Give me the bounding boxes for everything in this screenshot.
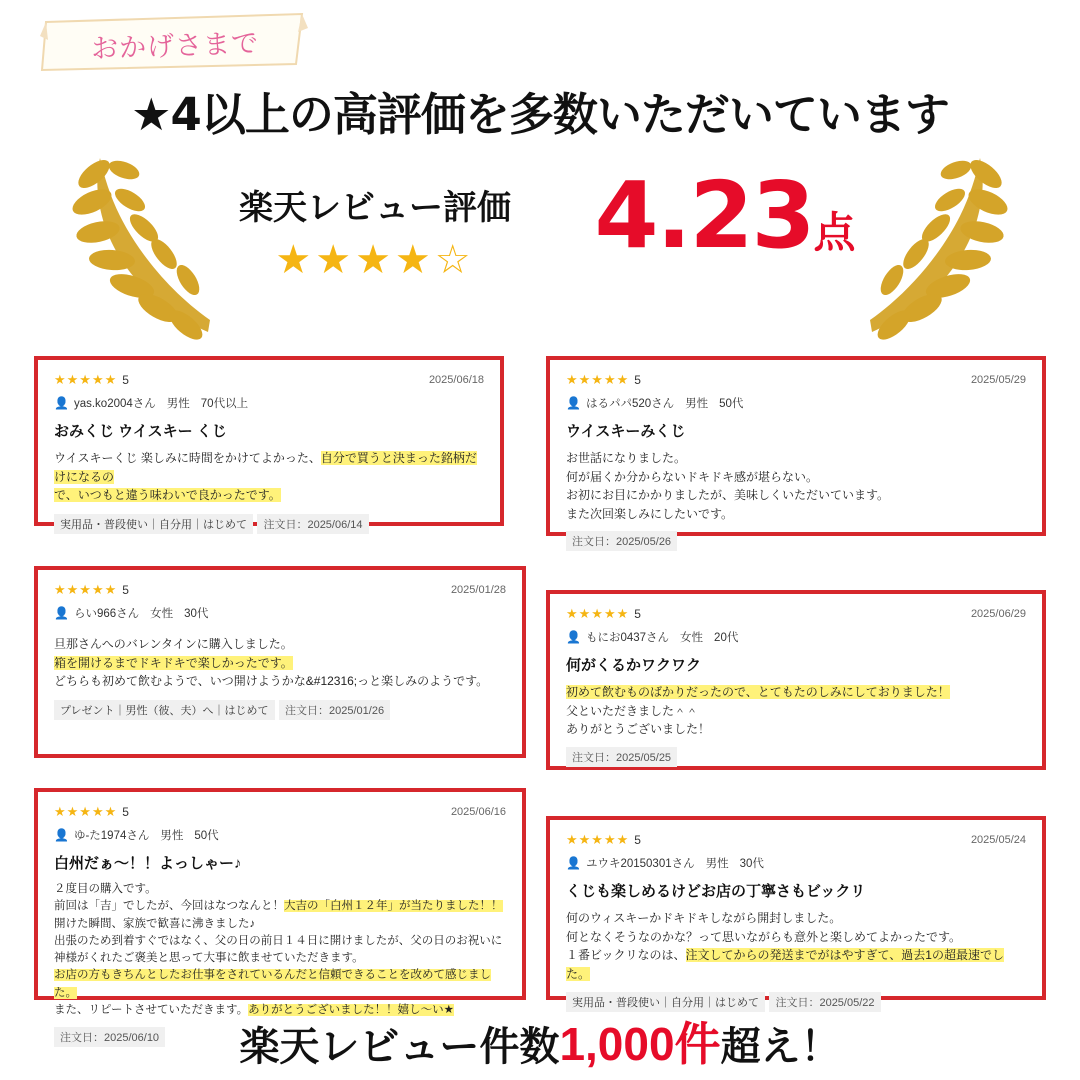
review-body-line: 何が届くか分からないドキドキ感が堪らない。 bbox=[566, 469, 819, 484]
review-title: おみくじ ウイスキー くじ bbox=[54, 423, 227, 440]
review-stars-glyphs: ★★★★★ bbox=[54, 582, 118, 597]
review-date: 2025/05/29 bbox=[970, 374, 1026, 386]
review-body-line: 旦那さんへのバレンタインに購入しました。 bbox=[54, 637, 293, 651]
review-rating-value: 5 bbox=[122, 583, 130, 597]
review-tags: プレゼント｜男性（彼、夫）へ｜はじめて bbox=[54, 700, 275, 720]
review-date: 2025/05/24 bbox=[970, 834, 1026, 846]
review-user-gender: 男性 bbox=[160, 830, 184, 842]
review-stars-glyphs: ★★★★★ bbox=[566, 606, 630, 621]
review-stars bbox=[566, 372, 642, 388]
review-user-name: もにお0437さん bbox=[585, 632, 670, 644]
rakuten-review-label: 楽天レビュー評価 bbox=[239, 189, 511, 227]
person-icon: 👤 bbox=[54, 396, 69, 410]
person-icon: 👤 bbox=[54, 828, 69, 842]
review-body-line: 開けた瞬間、家族で歓喜に沸きました♪ bbox=[54, 917, 256, 930]
review-body-line: ２度目の購入です。 bbox=[54, 883, 157, 895]
review-header bbox=[54, 372, 484, 388]
rating-stars bbox=[185, 240, 565, 280]
score-number: 4.23 bbox=[594, 162, 814, 269]
review-body bbox=[54, 449, 484, 505]
person-icon: 👤 bbox=[54, 606, 69, 620]
review-user-gender: 男性 bbox=[685, 398, 709, 410]
review-user bbox=[566, 395, 1026, 411]
review-card bbox=[34, 356, 504, 531]
footer-suffix: 超え！ bbox=[720, 1025, 841, 1069]
review-body-line: 前回は「吉」でしたが、今回はなつなんと！ bbox=[54, 900, 284, 913]
person-icon: 👤 bbox=[566, 630, 581, 644]
footer-count: 1,000件 bbox=[559, 1018, 721, 1070]
review-user-name: ゆ-た1974さん bbox=[73, 830, 150, 842]
review-body-line: 父といただきました＾＾ bbox=[566, 703, 699, 718]
review-body-line: また、リピートさせていただきます。 bbox=[54, 1003, 249, 1016]
review-user bbox=[54, 827, 506, 843]
review-body-line: お初にお目にかかりましたが、美味しくいただいています。 bbox=[566, 488, 890, 503]
header-section bbox=[0, 0, 1080, 340]
review-body-line: ありがとうございました！ bbox=[566, 722, 711, 737]
review-user bbox=[54, 395, 484, 411]
review-header bbox=[566, 372, 1026, 388]
review-body-line: また次回楽しみにしたいです。 bbox=[566, 506, 734, 521]
review-body-highlight: ありがとうございました！！嬉し〜い★ bbox=[248, 1003, 454, 1016]
review-body-line: ウイスキーくじ 楽しみに時間をかけてよかった、 bbox=[54, 451, 321, 465]
review-user-name: はるパパ520さん bbox=[585, 398, 675, 410]
review-stars bbox=[54, 804, 130, 820]
person-icon: 👤 bbox=[566, 856, 581, 870]
rating-stars-full: ★★★★ bbox=[275, 238, 435, 282]
rating-star-half: ☆ bbox=[434, 238, 475, 282]
review-body bbox=[54, 635, 506, 691]
review-title: 白州だぁ〜！！よっしゃー♪ bbox=[54, 855, 242, 872]
review-body-highlight: 大吉の「白州１２年」が当たりました！！ bbox=[284, 900, 503, 913]
ribbon-banner bbox=[40, 12, 310, 74]
review-tags: 実用品・普段使い｜自分用｜はじめて bbox=[54, 514, 253, 534]
review-stars bbox=[54, 582, 130, 598]
review-body-line: １番ビックリなのは、 bbox=[566, 948, 686, 963]
review-body-line: どちらも初めて飲むようで、いつ開けようかな&#12316;っと楽しみのようです。 bbox=[54, 674, 489, 689]
review-body-line: 何となくそうなのかな？って思いながらも意外と楽しめてよかったです。 bbox=[566, 929, 962, 944]
review-card bbox=[34, 566, 526, 758]
review-body bbox=[566, 683, 1026, 739]
review-body bbox=[54, 881, 506, 1019]
review-user-age: 50代 bbox=[194, 830, 219, 842]
page-headline: ★4以上の高評価を多数いただいています bbox=[131, 88, 949, 141]
review-body-highlight: 箱を開けるまでドキドキで楽しかったです。 bbox=[54, 655, 293, 670]
footer-prefix: 楽天レビュー件数 bbox=[239, 1025, 560, 1069]
review-body-line: 何のウィスキーかドキドキしながら開封しました。 bbox=[566, 911, 842, 925]
review-user-age: 20代 bbox=[714, 632, 739, 644]
review-body bbox=[566, 909, 1026, 983]
footer-banner bbox=[0, 1008, 1080, 1074]
review-user bbox=[566, 855, 1026, 871]
review-stars-glyphs: ★★★★★ bbox=[566, 832, 630, 847]
review-user bbox=[54, 605, 506, 621]
review-user-name: ユウキ20150301さん bbox=[585, 858, 695, 870]
review-order-date: 注文日：2025/05/22 bbox=[769, 992, 880, 1012]
review-header bbox=[54, 582, 506, 598]
review-rating-value: 5 bbox=[122, 805, 130, 819]
review-card bbox=[546, 590, 1046, 770]
review-user-age: 30代 bbox=[184, 608, 209, 620]
review-body-line: 出張のため到着すぐではなく、父の日の前日１４日に開けましたが、父の日のお祝いに神様がくれたご褒美と思って大事に飲ませていただきます。 bbox=[54, 934, 503, 964]
review-title: くじも楽しめるけどお店の丁寧さもビックリ bbox=[566, 883, 866, 900]
review-card bbox=[546, 356, 1046, 549]
review-stars-glyphs: ★★★★★ bbox=[566, 372, 630, 387]
review-body-line: お世話になりました。 bbox=[566, 451, 687, 465]
review-order-date: 注文日：2025/05/26 bbox=[566, 531, 677, 551]
review-body-highlight: お店の方もきちんとしたお仕事をされているんだと信頼できることを改めて感じました。 bbox=[54, 969, 491, 999]
review-stars bbox=[54, 372, 130, 388]
review-user-gender: 女性 bbox=[150, 608, 174, 620]
review-rating-value: 5 bbox=[634, 607, 642, 621]
review-user bbox=[566, 629, 1026, 645]
review-body bbox=[566, 449, 1026, 523]
review-header bbox=[566, 606, 1026, 622]
review-header bbox=[54, 804, 506, 820]
review-title: ウイスキーみくじ bbox=[566, 423, 686, 440]
score-unit: 点 bbox=[813, 208, 856, 257]
person-icon: 👤 bbox=[566, 396, 581, 410]
review-body-highlight: で、いつもと違う味わいで良かったです。 bbox=[54, 488, 281, 503]
review-rating-value: 5 bbox=[634, 373, 642, 387]
ribbon-text: おかげさまで bbox=[90, 27, 260, 65]
review-order-date: 注文日：2025/06/10 bbox=[54, 1027, 165, 1047]
review-user-gender: 女性 bbox=[680, 632, 704, 644]
review-order-date: 注文日：2025/05/25 bbox=[566, 747, 677, 767]
review-date: 2025/06/29 bbox=[970, 608, 1026, 620]
review-rating-value: 5 bbox=[122, 373, 130, 387]
review-header bbox=[566, 832, 1026, 848]
score-display bbox=[545, 162, 905, 269]
review-card bbox=[34, 788, 526, 1044]
review-user-name: らい966さん bbox=[73, 608, 140, 620]
review-rating-value: 5 bbox=[634, 833, 642, 847]
review-user-name: yas.ko2004さん bbox=[73, 398, 156, 410]
review-date: 2025/06/18 bbox=[428, 374, 484, 386]
review-user-age: 50代 bbox=[719, 398, 744, 410]
review-title: 何がくるかワクワク bbox=[566, 657, 702, 674]
review-date: 2025/06/16 bbox=[450, 806, 506, 818]
review-body-highlight: 自分で買うと決まった銘柄だけになるの bbox=[54, 451, 477, 484]
review-stars bbox=[566, 606, 642, 622]
review-user-gender: 男性 bbox=[705, 858, 729, 870]
review-user-age: 30代 bbox=[739, 858, 764, 870]
review-tags: 実用品・普段使い｜自分用｜はじめて bbox=[566, 992, 765, 1012]
review-stars bbox=[566, 832, 642, 848]
review-order-date: 注文日：2025/06/14 bbox=[257, 514, 368, 534]
review-stars-glyphs: ★★★★★ bbox=[54, 372, 118, 387]
review-user-gender: 男性 bbox=[166, 398, 190, 410]
review-card bbox=[546, 816, 1046, 1010]
review-user-age: 70代以上 bbox=[200, 398, 249, 410]
review-body-highlight: 初めて飲むものばかりだったので、とてもたのしみにしておりました！ bbox=[566, 685, 950, 699]
review-order-date: 注文日：2025/01/26 bbox=[279, 700, 390, 720]
review-body-highlight: 注文してからの発送までがはやすぎて、過去1の超最速でした。 bbox=[566, 948, 1004, 981]
review-date: 2025/01/28 bbox=[450, 584, 506, 596]
review-stars-glyphs: ★★★★★ bbox=[54, 804, 118, 819]
